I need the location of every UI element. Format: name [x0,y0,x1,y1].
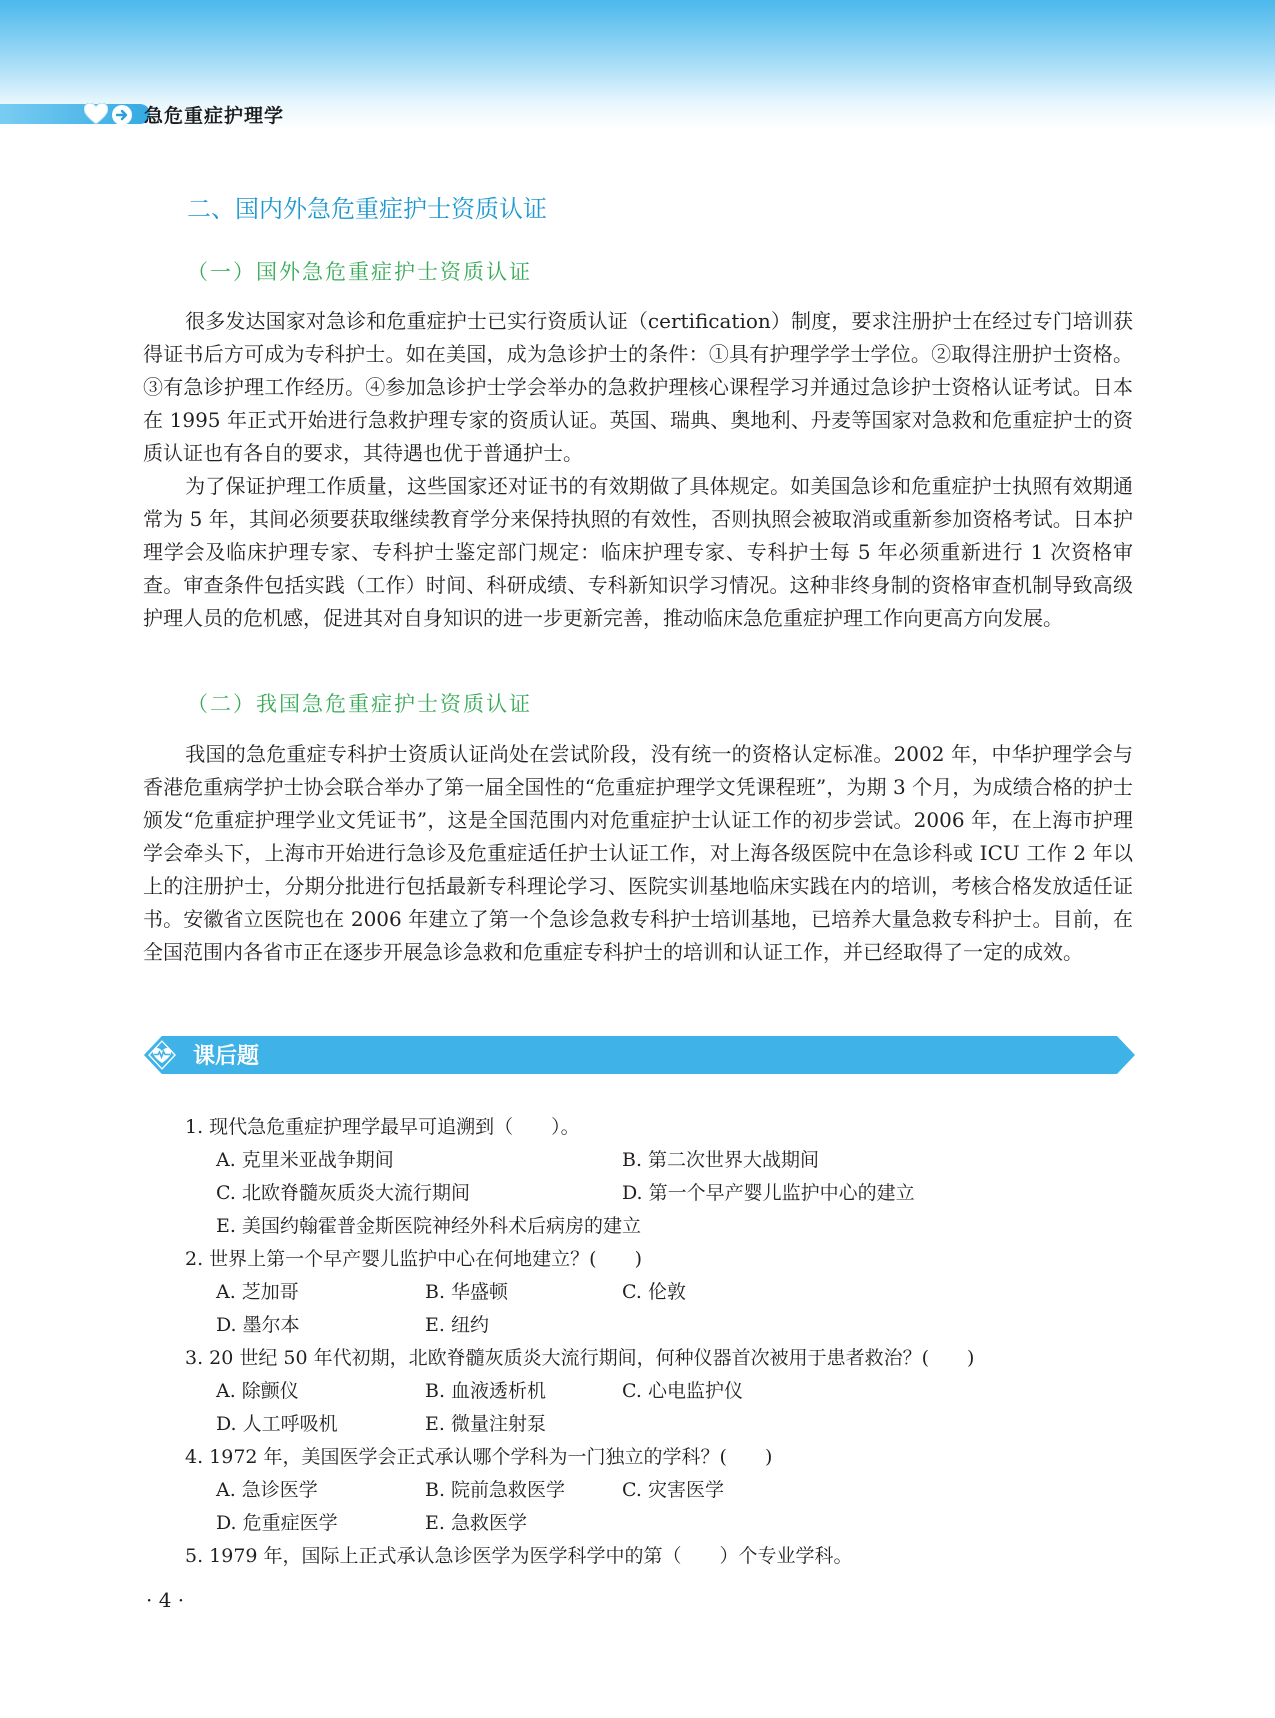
q1-option-c: C. 北欧脊髓灰质炎大流行期间 [216,1182,470,1204]
question-3: 3. 20 世纪 50 年代初期，北欧脊髓灰质炎大流行期间，何种仪器首次被用于患者救治？( ) [185,1347,975,1369]
exercise-title: 课后题 [193,1044,260,1069]
question-4: 4. 1972 年，美国医学会正式承认哪个学科为一门独立的学科？( ) [185,1446,773,1468]
q2-option-c: C. 伦敦 [622,1281,686,1303]
q3-option-a: A. 除颤仪 [216,1380,299,1402]
section-title: 二、国内外急危重症护士资质认证 [187,195,547,223]
q2-option-a: A. 芝加哥 [216,1281,299,1303]
q3-option-b: B. 血液透析机 [425,1380,547,1402]
paragraph-1-text: 很多发达国家对急诊和危重症护士已实行资质认证（certification）制度，要求注册护士在经过专门培训获得证书后方可成为专科护士。如在美国，成为急诊护士的条件：①具有护理学学士学位。②取得注册护士资格。③有急诊护理工作经历。④参加急诊护士学会举办的急救护理核心课程学习并通过急诊护士资格认证考试。日本在 1995 年正式开始进行急救护理专家的资质认证。英国、瑞典、奥地利、丹麦等国家对急救和危重症护士的资质认证也有各自的要求，其待遇也优于普通护士。 [143,309,1133,465]
q4-option-c: C. 灾害医学 [622,1479,724,1501]
subsection-title-2: （二）我国急危重症护士资质认证 [187,692,532,716]
question-2: 2. 世界上第一个早产婴儿监护中心在何地建立？( ) [185,1248,642,1270]
page-number: · 4 · [146,1588,185,1612]
paragraph-1 [143,305,1133,470]
paragraph-2 [143,470,1133,635]
question-5: 5. 1979 年，国际上正式承认急诊医学为医学科学中的第（ ）个专业学科。 [185,1545,853,1567]
q3-option-d: D. 人工呼吸机 [216,1413,338,1435]
q1-option-b: B. 第二次世界大战期间 [622,1149,820,1171]
q2-option-e: E. 纽约 [425,1314,489,1336]
q4-option-b: B. 院前急救医学 [425,1479,566,1501]
q2-option-d: D. 墨尔本 [216,1314,300,1336]
q4-option-a: A. 急诊医学 [216,1479,318,1501]
arrow-right-icon [111,104,133,126]
q4-option-e: E. 急救医学 [425,1512,527,1534]
q3-option-c: C. 心电监护仪 [622,1380,743,1402]
header-title: 急危重症护理学 [144,105,285,127]
q3-option-e: E. 微量注射泵 [425,1413,546,1435]
exercise-banner [142,1036,1135,1074]
question-1: 1. 现代急危重症护理学最早可追溯到（ ）。 [185,1116,580,1138]
q1-option-a: A. 克里米亚战争期间 [216,1149,394,1171]
q1-option-d: D. 第一个早产婴儿监护中心的建立 [622,1182,915,1204]
paragraph-3 [143,738,1133,969]
heart-icon [84,103,108,125]
subsection-title-1: （一）国外急危重症护士资质认证 [187,260,532,284]
q4-option-d: D. 危重症医学 [216,1512,338,1534]
paragraph-2-text: 为了保证护理工作质量，这些国家还对证书的有效期做了具体规定。如美国急诊和危重症护士执照有效期通常为 5 年，其间必须要获取继续教育学分来保持执照的有效性，否则执照会被取消或重新参加资格考试。日本护理学会及临床护理专家、专科护士鉴定部门规定：临床护理专家、专科护士每 5 年必须重新进行 1 次资格审查。审查条件包括实践（工作）时间、科研成绩、专科新知识学习情况。这种非终身制的资格审查机制导致高级护理人员的危机感，促进其对自身知识的进一步更新完善，推动临床急危重症护理工作向更高方向发展。 [143,474,1133,630]
q2-option-b: B. 华盛顿 [425,1281,509,1303]
paragraph-3-text: 我国的急危重症专科护士资质认证尚处在尝试阶段，没有统一的资格认定标准。2002 年，中华护理学会与香港危重病学护士协会联合举办了第一届全国性的“危重症护理学文凭课程班”，为期 3 个月，为成绩合格的护士颁发“危重症护理学业文凭证书”，这是全国范围内对危重症护士认证工作的初步尝试。2006 年，在上海市护理学会牵头下，上海市开始进行急诊及危重症适任护士认证工作，对上海各级医院中在急诊科或 ICU 工作 2 年以上的注册护士，分期分批进行包括最新专科理论学习、医院实训基地临床实践在内的培训，考核合格发放适任证书。安徽省立医院也在 2006 年建立了第一个急诊急救专科护士培训基地，已培养大量急救专科护士。目前，在全国范围内各省市正在逐步开展急诊急救和危重症专科护士的培训和认证工作，并已经取得了一定的成效。 [143,742,1133,964]
q1-option-e: E. 美国约翰霍普金斯医院神经外科术后病房的建立 [216,1215,641,1237]
